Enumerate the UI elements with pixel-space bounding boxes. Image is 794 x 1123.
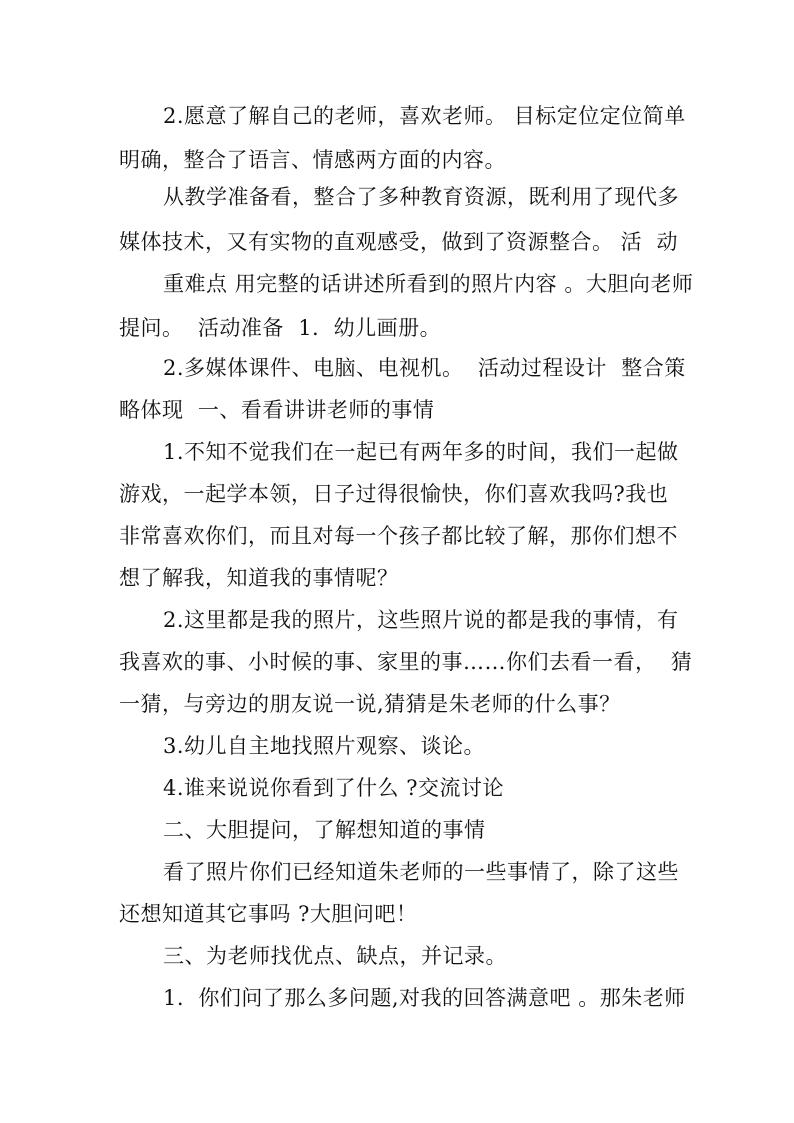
paragraph-line: 看了照片你们已经知道朱老师的一些事情了，除了这些 <box>163 860 679 884</box>
paragraph-line: 二、大胆提问，了解想知道的事情 <box>163 818 486 842</box>
paragraph-line: 一猜，与旁边的朋友说一说,猜猜是朱老师的什么事？ <box>119 692 621 716</box>
paragraph-line: 2.愿意了解自己的老师，喜欢老师。 目标定位定位简单 <box>163 104 686 128</box>
paragraph-line: 2.多媒体课件、电脑、电视机。 活动过程设计 整合策 <box>163 356 686 380</box>
paragraph-line: 媒体技术，又有实物的直观感受，做到了资源整合。 活 动 <box>119 230 679 254</box>
paragraph-line: 游戏，一起学本领，日子过得很愉快，你们喜欢我吗?我也 <box>119 482 669 506</box>
paragraph-line: 1.不知不觉我们在一起已有两年多的时间，我们一起做 <box>163 440 679 464</box>
paragraph-line: 2.这里都是我的照片，这些照片说的都是我的事情，有 <box>163 608 679 632</box>
paragraph-line: 4.谁来说说你看到了什么 ?交流讨论 <box>163 776 504 800</box>
paragraph-line: 非常喜欢你们，而且对每一个孩子都比较了解，那你们想不 <box>119 524 678 548</box>
paragraph-line: 提问。 活动准备 1. 幼儿画册。 <box>119 316 442 340</box>
paragraph-line: 还想知道其它事吗 ?大胆问吧！ <box>119 902 418 926</box>
paragraph-line: 我喜欢的事、小时候的事、家里的事……你们去看一看， 猜 <box>119 650 693 674</box>
paragraph-line: 重难点 用完整的话讲述所看到的照片内容 。大胆向老师 <box>163 272 694 296</box>
paragraph-line: 明确，整合了语言、情感两方面的内容。 <box>119 148 506 172</box>
paragraph-line: 从教学准备看，整合了多种教育资源，既利用了现代多 <box>163 185 679 209</box>
paragraph-line: 略体现 一、看看讲讲老师的事情 <box>119 398 435 422</box>
paragraph-line: 三、为老师找优点、缺点，并记录。 <box>163 944 507 968</box>
paragraph-line: 3.幼儿自主地找照片观察、谈论。 <box>163 734 486 758</box>
paragraph-line: 想了解我，知道我的事情呢？ <box>119 566 399 590</box>
paragraph-line: 1. 你们问了那么多问题,对我的回答满意吧 。那朱老师 <box>163 986 686 1010</box>
